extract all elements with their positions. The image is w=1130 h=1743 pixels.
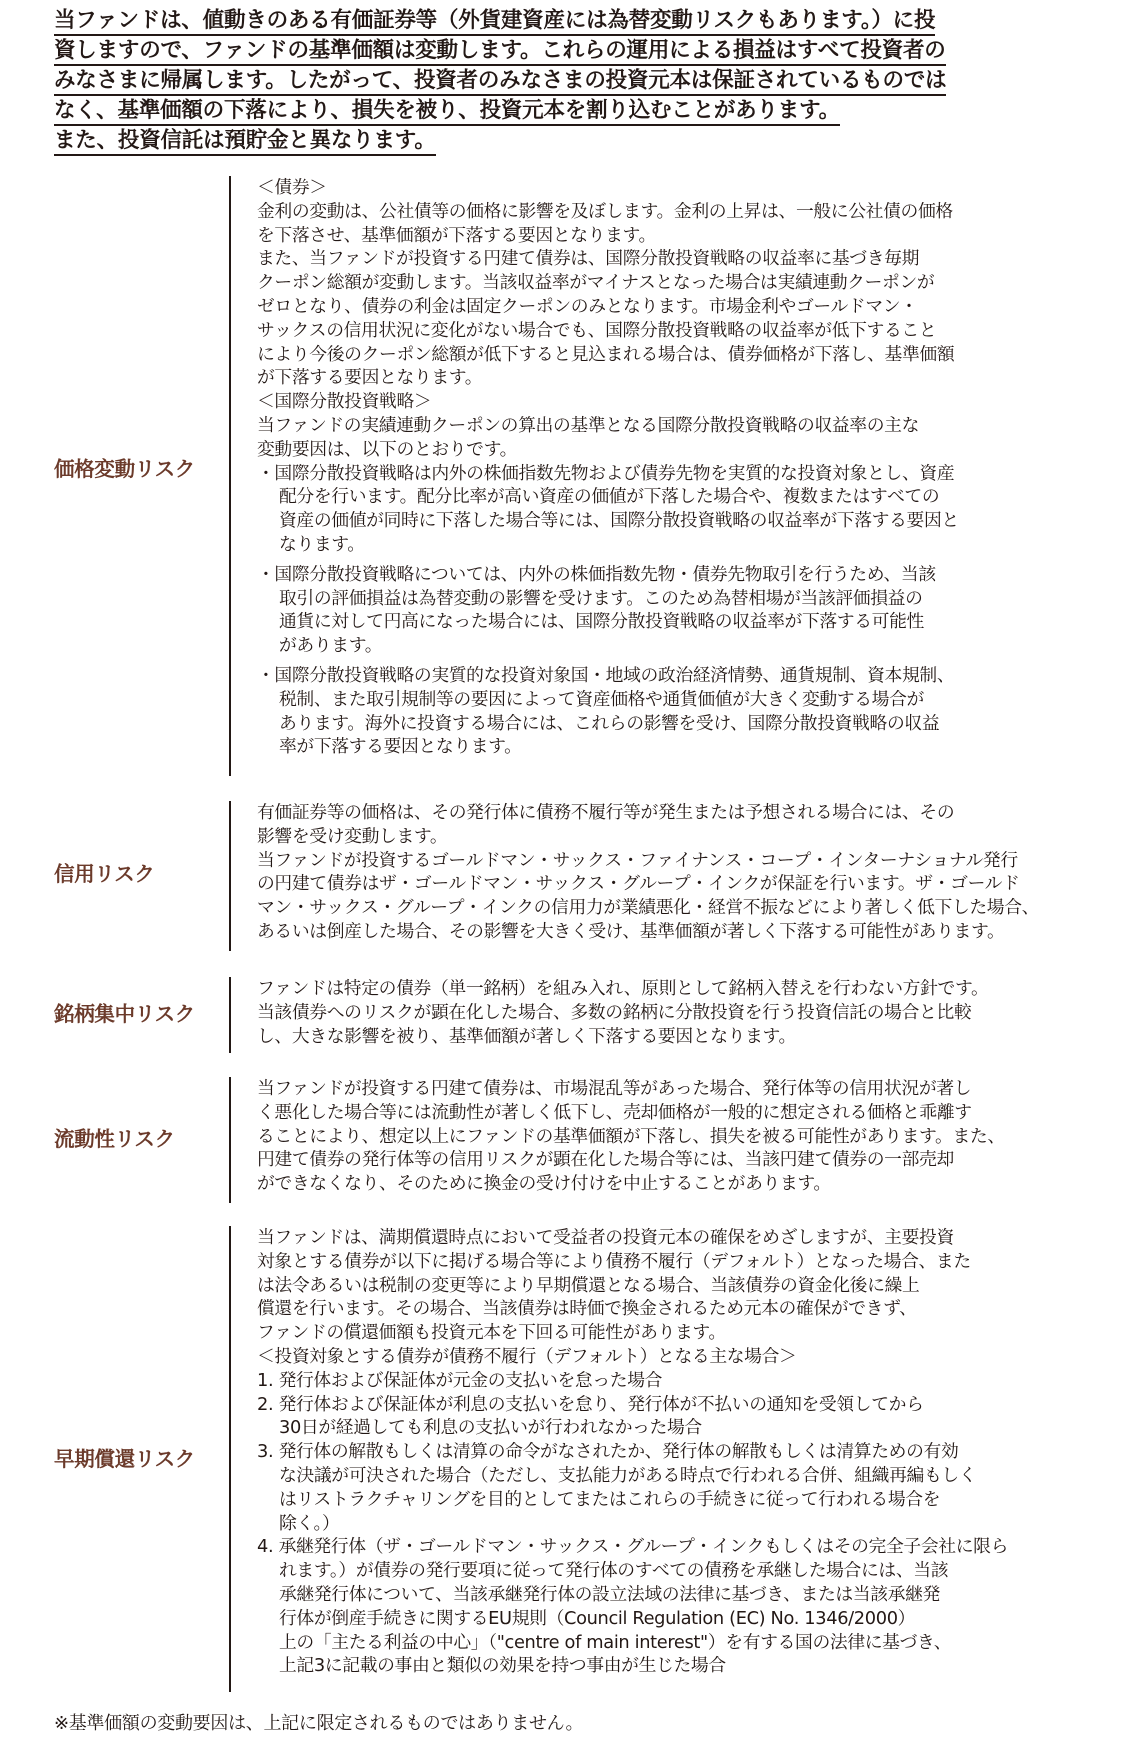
risk-text-line: 取引の評価損益は為替変動の影響を受けます。このため為替相場が当該評価損益の [279, 587, 923, 609]
risk-text-line: 資産の価値が同時に下落した場合等には、国際分散投資戦略の収益率が下落する要因と [279, 510, 959, 532]
risk-text-line: く悪化した場合等には流動性が著しく低下し、売却価格が一般的に想定される価格と乖離す [257, 1101, 972, 1123]
risk-text-line: 承継発行体について、当該承継発行体の設立法域の法律に基づき、または当該承継発 [279, 1583, 940, 1605]
risk-description [257, 801, 1072, 944]
risk-text-line: 有価証券等の価格は、その発行体に債務不履行等が発生または予想される場合には、その [257, 802, 955, 823]
risk-bullet-line: ・国際分散投資戦略については、内外の株価指数先物・債券先物取引を行うため、当該 [257, 563, 936, 585]
risk-divider [229, 176, 231, 776]
risk-text-line: を下落させ、基準価額が下落する要因となります。 [257, 224, 656, 246]
risk-text-line: の円建て債券はザ・ゴールドマン・サックス・グループ・インクが保証を行います。ザ・ゴールド [257, 873, 1020, 895]
risk-bullet-line: ・国際分散投資戦略の実質的な投資対象国・地域の政治経済情勢、通貨規制、資本規制、 [257, 664, 955, 686]
risk-text-line: 償還を行います。その場合、当該債券は時価で換金されるため元本の確保ができず、 [257, 1298, 917, 1320]
risk-text-line: れます。）が債券の発行要項に従って発行体のすべての債務を承継した場合には、当該 [279, 1560, 949, 1582]
risk-text-line: により今後のクーポン総額が低下すると見込まれる場合は、債券価格が下落し、基準価額 [257, 343, 955, 365]
risk-label: 銘柄集中リスク [54, 1002, 195, 1026]
risk-list-item: 3. 発行体の解散もしくは清算の命令がなされたか、発行体の解散もしくは清算ための有効 [257, 1441, 959, 1463]
risk-text-line: し、大きな影響を被り、基準価額が著しく下落する要因となります。 [257, 1025, 796, 1047]
risk-description [257, 1226, 1072, 1678]
risk-text-line: ＜投資対象とする債券が債務不履行（デフォルト）となる主な場合＞ [257, 1345, 797, 1367]
risk-text-line: 当ファンドが投資する円建て債券は、市場混乱等があった場合、発行体等の信用状況が著し [257, 1078, 972, 1099]
risk-divider [229, 801, 231, 951]
risk-label: 信用リスク [54, 862, 155, 886]
risk-text-line: ＜債券＞ [257, 177, 327, 198]
intro-line: 資しますので、ファンドの基準価額は変動します。これらの運用による損益はすべて投資者の [54, 38, 946, 66]
risk-list-item: 4. 承継発行体（ザ・ゴールドマン・サックス・グループ・インクもしくはその完全子会社に限ら [257, 1536, 1009, 1558]
risk-divider [229, 977, 231, 1053]
risk-text-line: クーポン総額が変動します。当該収益率がマイナスとなった場合は実績連動クーポンが [257, 272, 935, 294]
risk-text-line: な決議が可決された場合（ただし、支払能力がある時点で行われる合併、組織再編もしく [279, 1464, 977, 1486]
risk-description [257, 1077, 1072, 1196]
risk-text-line: があります。 [279, 635, 383, 657]
risk-text-line: ることにより、想定以上にファンドの基準価額が下落し、損失を被る可能性があります。また、 [257, 1125, 1005, 1147]
risk-text-line: 対象とする債券が以下に掲げる場合等により債務不履行（デフォルト）となった場合、また [257, 1250, 971, 1272]
risk-text-line: 30日が経過しても利息の支払いが行われなかった場合 [279, 1417, 702, 1439]
risk-text-line: 変動要因は、以下のとおりです。 [257, 438, 518, 460]
risk-text-line: 金利の変動は、公社債等の価格に影響を及ぼします。金利の上昇は、一般に公社債の価格 [257, 200, 953, 222]
risk-text-line: あります。海外に投資する場合には、これらの影響を受け、国際分散投資戦略の収益 [279, 712, 940, 734]
risk-text-line: ＜国際分散投資戦略＞ [257, 391, 432, 413]
risk-bullet-line: ・国際分散投資戦略は内外の株価指数先物および債券先物を実質的な投資対象とし、資産 [257, 462, 955, 484]
risk-text-line: はリストラクチャリングを目的としてまたはこれらの手続きに従って行われる場合を [279, 1488, 941, 1510]
risk-text-line: マン・サックス・グループ・インクの信用力が業績悪化・経営不振などにより著しく低下した場合、 [257, 897, 1040, 919]
risk-text-line: 円建て債券の発行体等の信用リスクが顕在化した場合等には、当該円建て債券の一部売却 [257, 1149, 954, 1171]
risk-divider [229, 1077, 231, 1203]
risk-text-line: ファンドの償還価額も投資元本を下回る可能性があります。 [257, 1322, 726, 1344]
risk-text-line: なります。 [279, 533, 365, 555]
risk-text-line: サックスの信用状況に変化がない場合でも、国際分散投資戦略の収益率が低下すること [257, 319, 937, 341]
risk-text-line: 除く。） [279, 1512, 340, 1534]
intro-line: また、投資信託は預貯金と異なります。 [54, 128, 436, 156]
intro-line: なく、基準価額の下落により、損失を被り、投資元本を割り込むことがあります。 [54, 98, 840, 126]
risk-text-line: 行体が倒産手続きに関するEU規則（Council Regulation (EC) No. 1346/2000） [279, 1607, 916, 1629]
risk-text-line: 影響を受け変動します。 [257, 825, 448, 847]
risk-text-line: また、当ファンドが投資する円建て債券は、国際分散投資戦略の収益率に基づき毎期 [257, 248, 920, 270]
footnote: ※基準価額の変動要因は、上記に限定されるものではありません。 [54, 1713, 584, 1734]
risk-text-line: 上の「主たる利益の中心」（"centre of main interest"）を有する国の法律に基づき、 [279, 1631, 952, 1653]
risk-text-line: 当ファンドは、満期償還時点において受益者の投資元本の確保をめざしますが、主要投資 [257, 1227, 954, 1248]
risk-description [257, 176, 1072, 759]
risk-list-item: 1. 発行体および保証体が元金の支払いを怠った場合 [257, 1369, 663, 1391]
risk-label: 早期償還リスク [54, 1447, 195, 1471]
risk-text-line: 配分を行います。配分比率が高い資産の価値が下落した場合や、複数またはすべての [279, 486, 940, 508]
risk-text-line: が下落する要因となります。 [257, 367, 483, 389]
risk-text-line: 当ファンドの実績連動クーポンの算出の基準となる国際分散投資戦略の収益率の主な [257, 414, 920, 436]
risk-text-line: 当該債券へのリスクが顕在化した場合、多数の銘柄に分散投資を行う投資信託の場合と比較 [257, 1001, 972, 1023]
risk-list-item: 2. 発行体および保証体が利息の支払いを怠り、発行体が不払いの通知を受領してから [257, 1393, 924, 1415]
risk-text-line: 税制、また取引規制等の要因によって資産価格や通貨価値が大きく変動する場合が [279, 688, 924, 710]
risk-text-line: 率が下落する要因となります。 [279, 736, 522, 758]
disclaimer-intro [54, 6, 1084, 156]
risk-text-line: 当ファンドが投資するゴールドマン・サックス・ファイナンス・コープ・インターナショナル発行 [257, 849, 1018, 871]
risk-text-line: ができなくなり、そのために換金の受け付けを中止することがあります。 [257, 1173, 831, 1195]
risk-description [257, 977, 1072, 1048]
risk-text-line: は法令あるいは税制の変更等により早期償還となる場合、当該債券の資金化後に繰上 [257, 1274, 920, 1296]
risk-text-line: ファンドは特定の債券（単一銘柄）を組み入れ、原則として銘柄入替えを行わない方針です。 [257, 978, 989, 999]
intro-line: みなさまに帰属します。したがって、投資者のみなさまの投資元本は保証されているものでは [54, 68, 946, 96]
risk-text-line: 上記3に記載の事由と類似の効果を持つ事由が生じた場合 [279, 1655, 726, 1677]
risk-label: 価格変動リスク [54, 457, 195, 481]
risk-text-line: ゼロとなり、債券の利金は固定クーポンのみとなります。市場金利やゴールドマン・ [257, 295, 918, 317]
risk-label: 流動性リスク [54, 1127, 175, 1151]
risk-divider [229, 1226, 231, 1692]
risk-text-line: 通貨に対して円高になった場合には、国際分散投資戦略の収益率が下落する可能性 [279, 611, 924, 633]
risk-text-line: あるいは倒産した場合、その影響を大きく受け、基準価額が著しく下落する可能性があります。 [257, 920, 1005, 942]
intro-line: 当ファンドは、値動きのある有価証券等（外貨建資産には為替変動リスクもあります。）に投 [54, 8, 935, 36]
